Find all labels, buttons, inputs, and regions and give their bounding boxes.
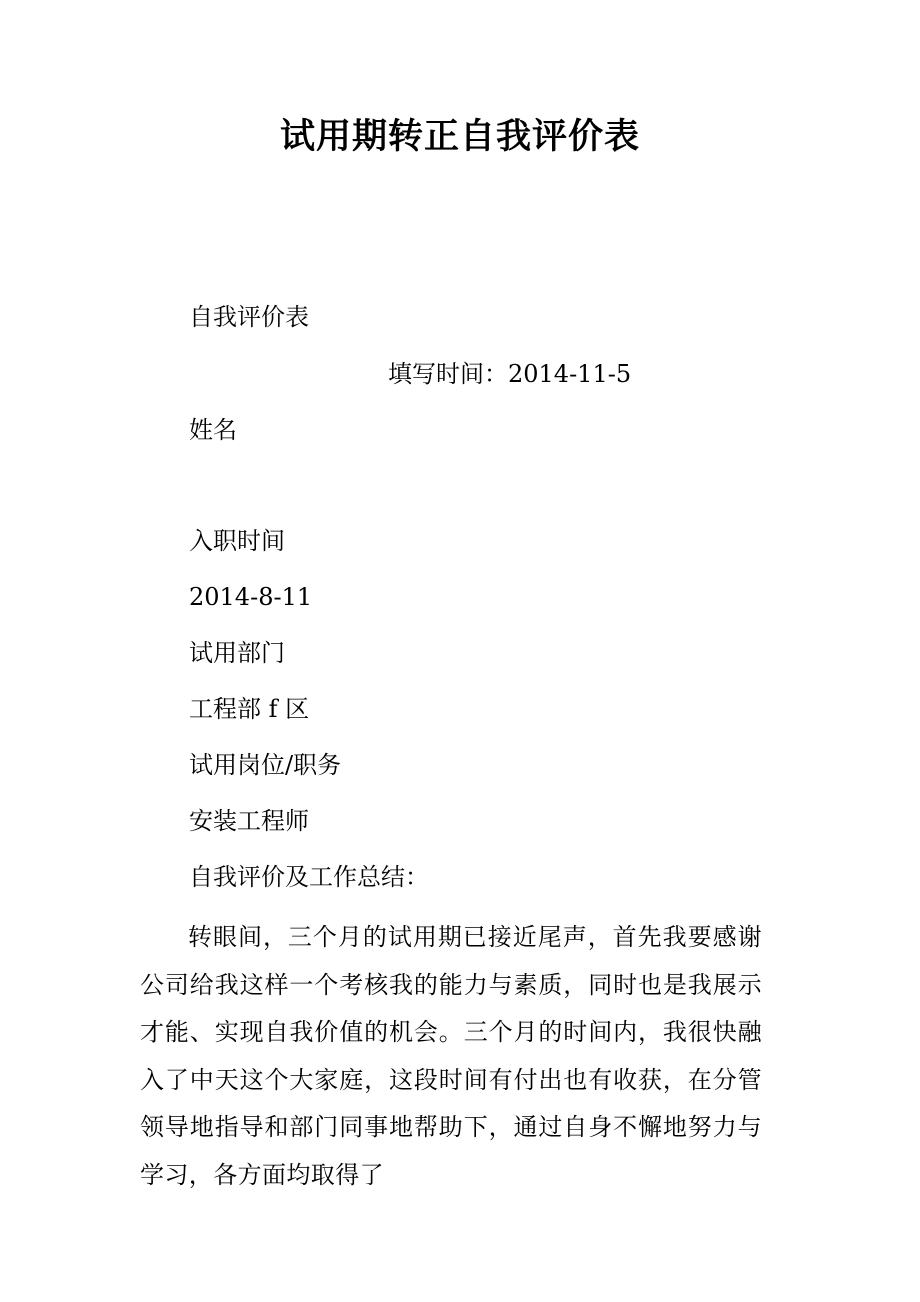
form-heading: 自我评价表 [189, 303, 309, 331]
field-label-department: 试用部门 [189, 639, 285, 667]
document-title: 试用期转正自我评价表 [279, 117, 640, 157]
field-value-position: 安装工程师 [189, 807, 309, 835]
field-label-name: 姓名 [189, 416, 237, 444]
summary-paragraph: 转眼间，三个月的试用期已接近尾声，首先我要感谢公司给我这样一个考核我的能力与素质，同时也是我展示才能、实现自我价值的机会。三个月的时间内，我很快融入了中天这个大家庭，这段时间有付出也有收获，在分管领导地指导和部门同事地帮助下，通过自身不懈地努力与学习，各方面均取得了 [140, 923, 762, 1189]
field-value-department: 工程部 f 区 [189, 695, 310, 723]
field-label-hire-date: 入职时间 [189, 527, 285, 555]
summary-label: 自我评价及工作总结： [189, 863, 429, 891]
field-value-hire-date: 2014-8-11 [189, 583, 313, 611]
field-label-position: 试用岗位/职务 [189, 751, 342, 779]
fill-time: 填写时间：2014-11-5 [388, 360, 632, 388]
